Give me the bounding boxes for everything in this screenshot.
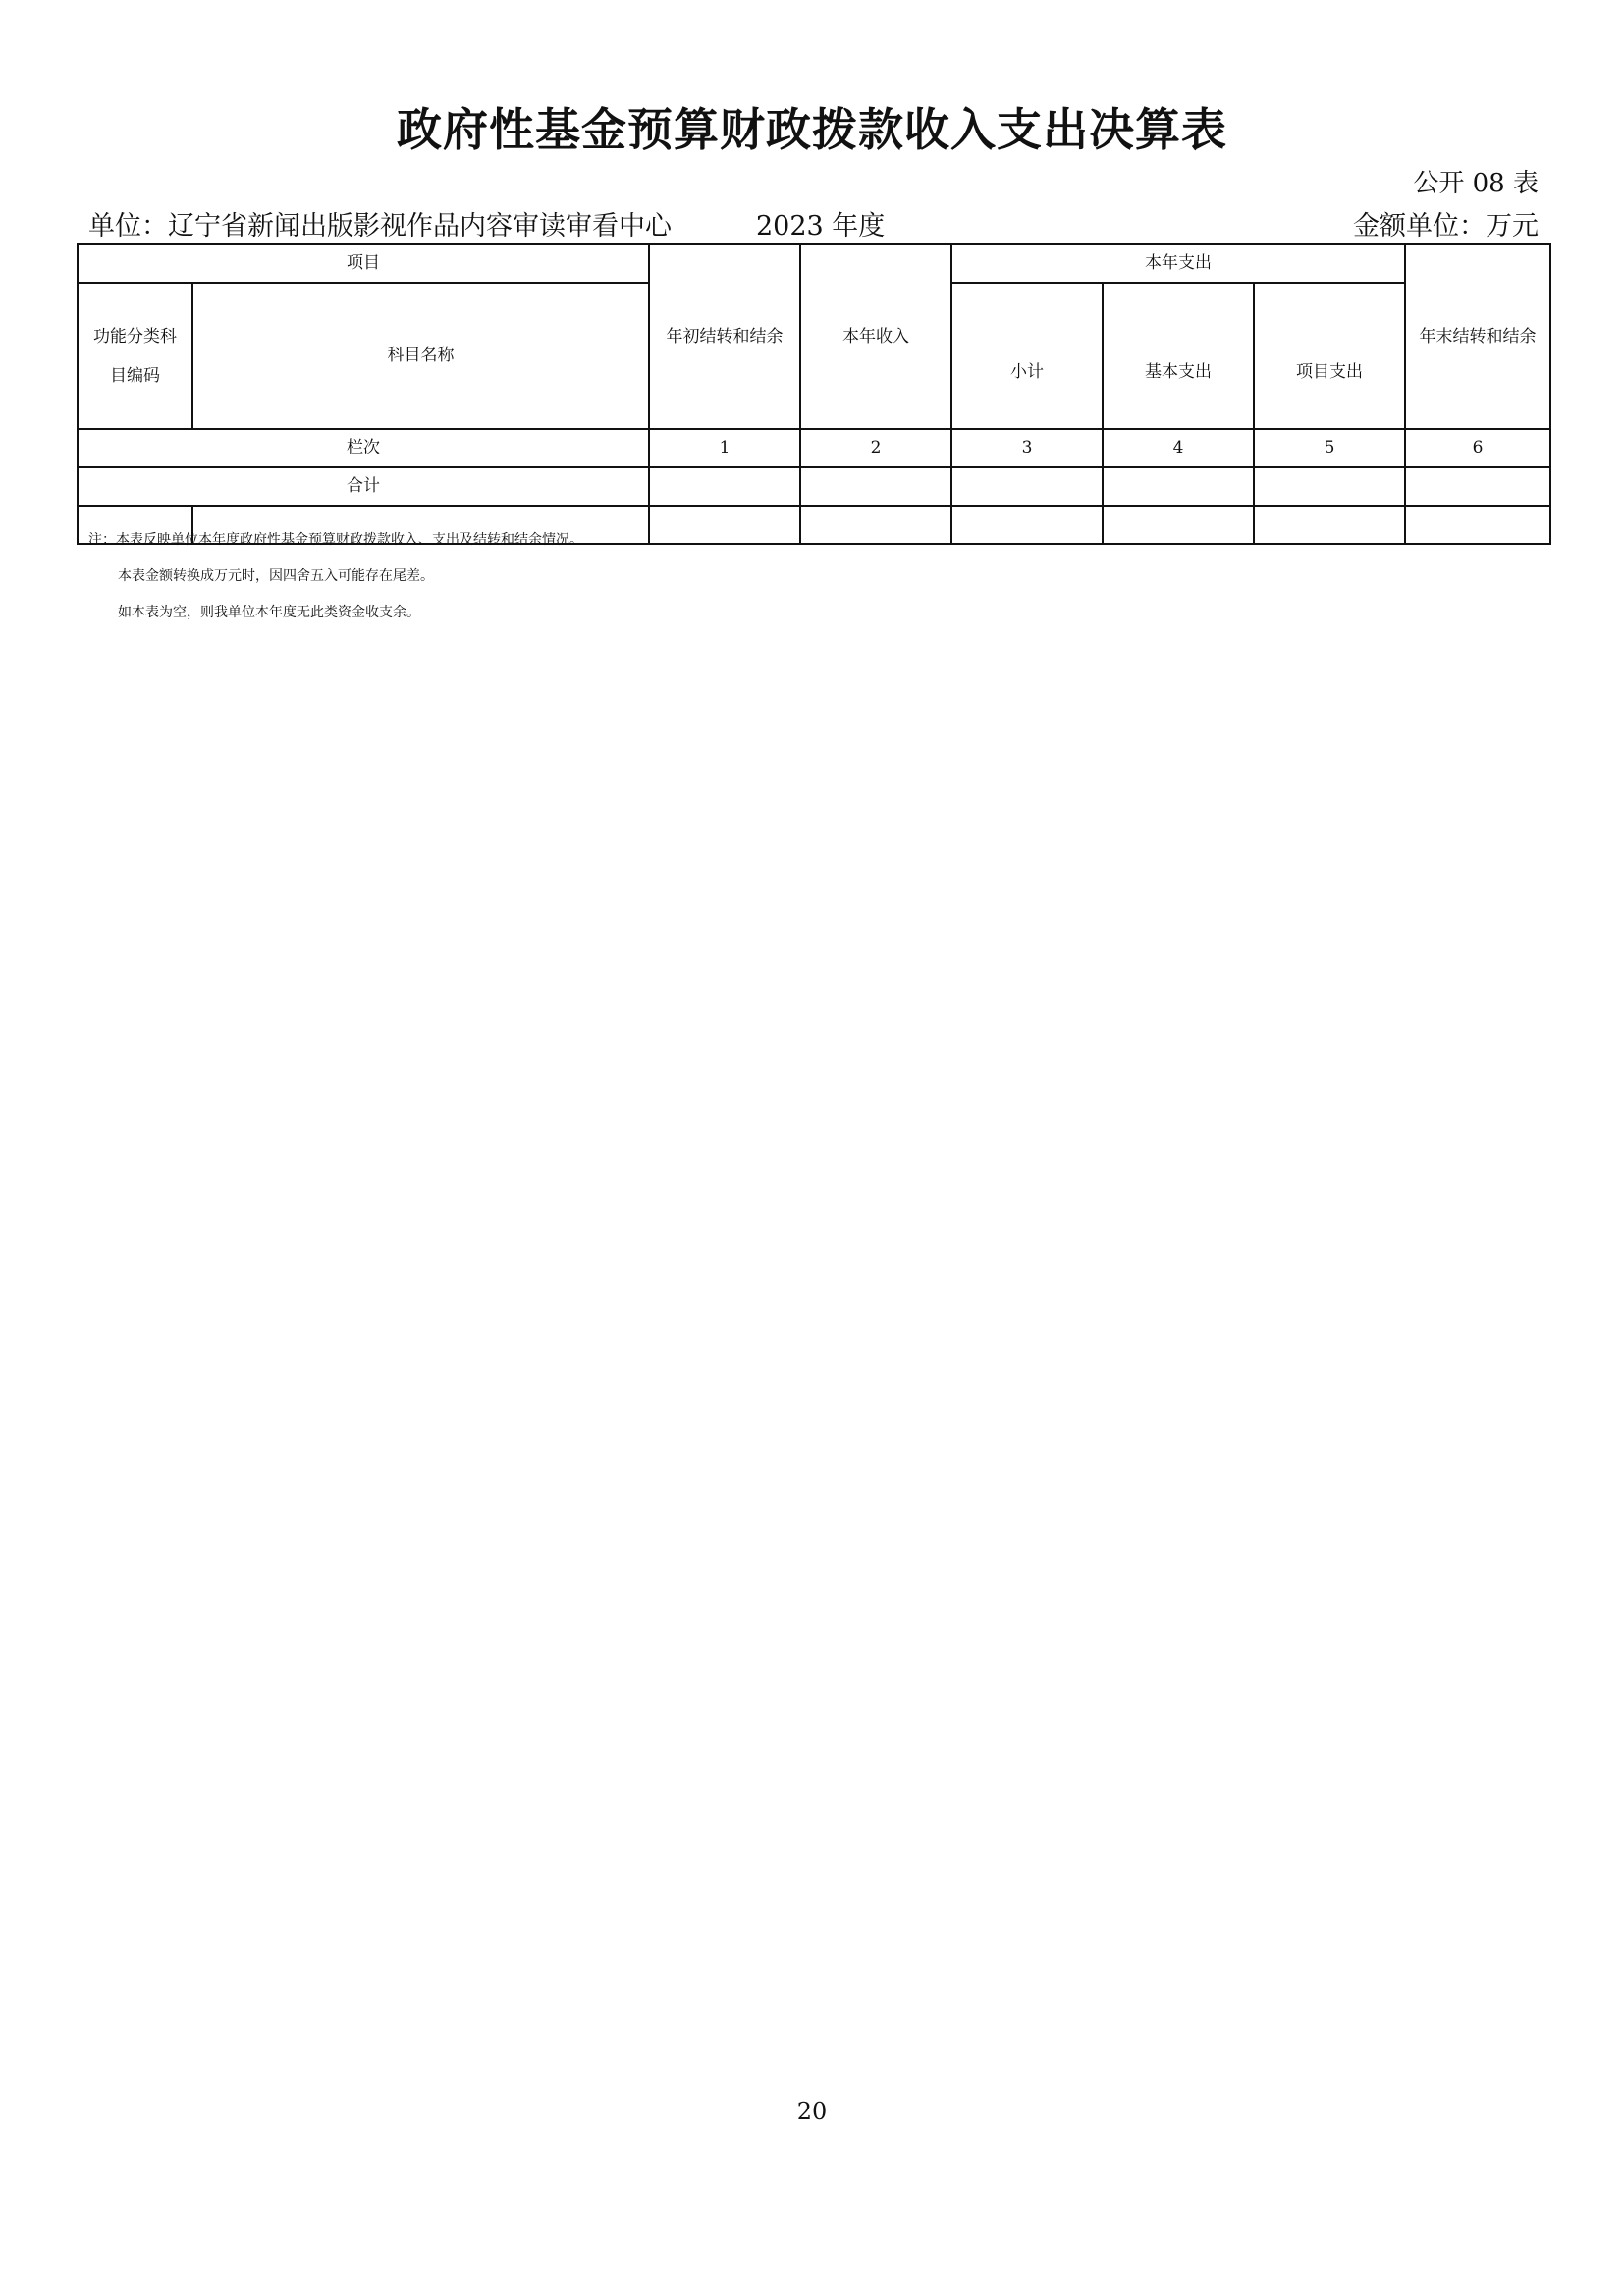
column-number: 5 [1254, 429, 1405, 467]
table-cell [1405, 506, 1550, 544]
page-title: 政府性基金预算财政拨款收入支出决算表 [397, 103, 1227, 156]
fiscal-year: 2023 年度 [756, 211, 886, 241]
column-number: 2 [800, 429, 951, 467]
header-basic: 基本支出 [1103, 283, 1254, 429]
table-cell [1405, 467, 1550, 506]
column-number: 6 [1405, 429, 1550, 467]
table-cell [649, 467, 800, 506]
header-expense: 本年支出 [951, 244, 1405, 283]
table-cell [800, 506, 951, 544]
form-number: 公开 08 表 [1413, 169, 1539, 198]
table-cell [649, 506, 800, 544]
header-func-code [78, 283, 192, 429]
table-cell [951, 467, 1103, 506]
currency-unit: 金额单位：万元 [1353, 211, 1539, 241]
column-number: 4 [1103, 429, 1254, 467]
header-end-balance: 年末结转和结余 [1405, 244, 1550, 429]
header-project-exp: 项目支出 [1254, 283, 1405, 429]
header-subtotal: 小计 [951, 283, 1103, 429]
header-subject-name: 科目名称 [192, 283, 649, 429]
table-cell [1103, 506, 1254, 544]
header-begin-balance: 年初结转和结余 [649, 244, 800, 429]
header-project: 项目 [78, 244, 649, 283]
column-number: 3 [951, 429, 1103, 467]
note-line: 注：本表反映单位本年度政府性基金预算财政拨款收入、支出及结转和结余情况。 [88, 532, 583, 548]
table-cell [800, 467, 951, 506]
header-func-code-text: 功能分类科目编码 [93, 326, 177, 386]
header-income: 本年收入 [800, 244, 951, 429]
table-cell [1254, 506, 1405, 544]
note-line: 本表金额转换成万元时，因四舍五入可能存在尾差。 [118, 568, 434, 584]
note-line: 如本表为空，则我单位本年度无此类资金收支余。 [118, 605, 420, 620]
table-cell [1254, 467, 1405, 506]
row-total-label: 合计 [78, 467, 649, 506]
row-column-label: 栏次 [78, 429, 649, 467]
page-number: 20 [796, 2098, 828, 2125]
table-cell [951, 506, 1103, 544]
table-notes [88, 522, 583, 631]
reporting-unit: 单位：辽宁省新闻出版影视作品内容审读审看中心 [88, 211, 672, 241]
column-number: 1 [649, 429, 800, 467]
table-cell [1103, 467, 1254, 506]
budget-table [77, 243, 1551, 545]
